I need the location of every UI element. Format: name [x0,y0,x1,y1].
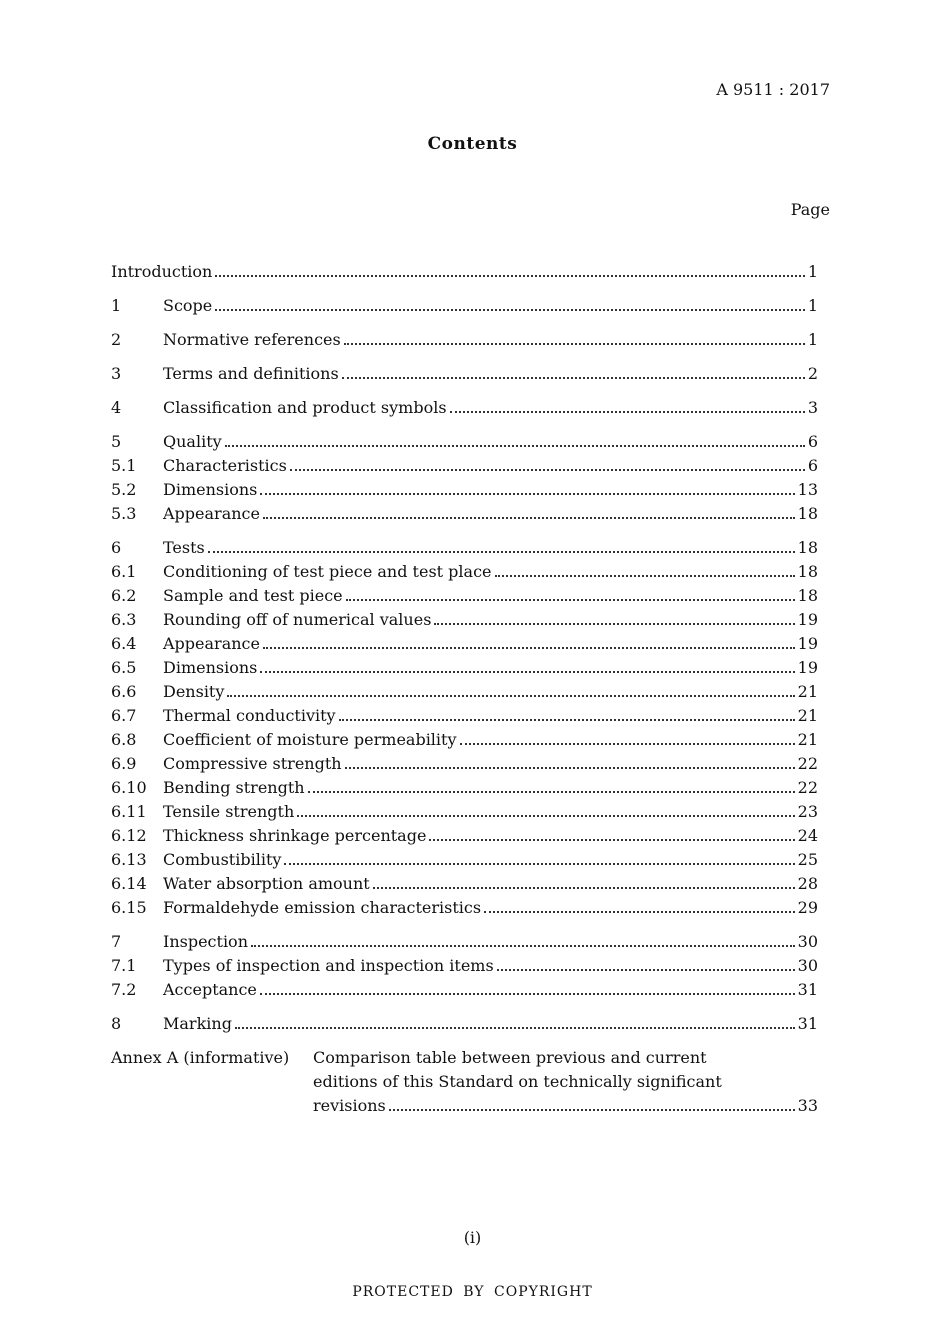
toc-entry-label: Dimensions [163,658,258,677]
toc-entry-label: Acceptance [163,980,257,999]
toc-entry-number: 6.13 [111,850,147,869]
toc-entry-number: 6.4 [111,634,137,653]
toc-entry-page: 22 [797,778,818,797]
toc-entry-label: Rounding off of numerical values [163,610,432,629]
toc-entry-label: Compressive strength [163,754,342,773]
annex-last-line [313,1094,818,1118]
dot-leader [484,911,795,913]
toc-entry-number: 5.2 [111,480,137,499]
toc-entry-page: 22 [797,754,818,773]
dot-leader [215,275,804,277]
toc-entry-label: Classification and product symbols [163,398,447,417]
toc-entry-page: 23 [797,802,818,821]
dot-leader [495,575,795,577]
dot-leader [225,445,805,447]
toc-entry-label: Appearance [163,634,260,653]
toc-entry-page: 6 [807,432,818,451]
annex-title-line: editions of this Standard on technically significant [313,1072,722,1091]
toc-entry-number: 6.5 [111,658,137,677]
toc-entry[interactable] [111,896,818,920]
toc-entry-label: Appearance [163,504,260,523]
toc-entry-label: Water absorption amount [163,874,370,893]
toc-entry-page: 3 [807,398,818,417]
toc-entry[interactable] [111,396,818,420]
toc-entry[interactable] [111,430,818,454]
toc-entry-page: 6 [807,456,818,475]
toc-entry-number: 7 [111,932,122,951]
toc-entry[interactable] [111,1012,818,1036]
toc-entry-page: 13 [797,480,818,499]
toc-entry-label: Bending strength [163,778,305,797]
toc-entry-page: 18 [797,586,818,605]
toc-entry-number: 8 [111,1014,122,1033]
toc-entry-label: Coefficient of moisture permeability [163,730,457,749]
toc-entry-page: 25 [797,850,818,869]
dot-leader [208,551,795,553]
dot-leader [346,599,795,601]
toc-entry-number: 6.6 [111,682,137,701]
toc-entry-page: 28 [797,874,818,893]
toc-entry[interactable] [111,776,818,800]
toc-entry-number: 6.10 [111,778,147,797]
toc-entry-page: 21 [797,682,818,701]
page-folio: (i) [463,1228,482,1247]
toc-entry-number: 6.15 [111,898,147,917]
dot-leader [284,863,794,865]
toc-entry-page: 19 [797,610,818,629]
dot-leader [434,623,794,625]
toc-entry-page: 30 [797,932,818,951]
toc-entry-page: 31 [797,1014,818,1033]
toc-entry-number: 6.14 [111,874,147,893]
toc-entry-number: 5.1 [111,456,137,475]
toc-entry[interactable] [111,728,818,752]
toc-entry-number: 1 [111,296,122,315]
toc-entry-page: 19 [797,634,818,653]
toc-entry[interactable] [111,478,818,502]
annex-title-line: revisions [313,1096,386,1115]
dot-leader [227,695,794,697]
toc-entry[interactable] [111,930,818,954]
toc-entry-label: Marking [163,1014,232,1033]
toc-entry[interactable] [111,800,818,824]
toc-entry-number: 7.1 [111,956,137,975]
toc-entry-page: 1 [807,296,818,315]
toc-entry-number: 6.2 [111,586,137,605]
toc-entry-number: 3 [111,364,122,383]
toc-entry-number: 6.12 [111,826,147,845]
standard-id: A 9511 : 2017 [716,80,830,99]
dot-leader [215,309,805,311]
toc-entry-page: 21 [797,706,818,725]
toc-entry-label: Formaldehyde emission characteristics [163,898,482,917]
toc-entry-number: 2 [111,330,122,349]
dot-leader [260,671,794,673]
toc-entry[interactable] [111,752,818,776]
toc-entry-page: 30 [797,956,818,975]
dot-leader [389,1109,795,1111]
annex-title-block [313,1046,818,1118]
toc-entry-label: Combustibility [163,850,282,869]
dot-leader [308,791,795,793]
toc-entry[interactable] [111,502,818,526]
dot-leader [497,969,795,971]
toc-entry[interactable] [111,632,818,656]
annex-title-line: Comparison table between previous and current [313,1048,707,1067]
toc-entry[interactable] [111,560,818,584]
toc-entry[interactable] [111,536,818,560]
copyright-notice: PROTECTED BY COPYRIGHT [352,1284,593,1300]
toc-entry-label: Inspection [163,932,248,951]
toc-entry-label: Dimensions [163,480,258,499]
toc-entry-label: Introduction [111,262,213,281]
toc-entry[interactable] [111,584,818,608]
dot-leader [297,815,794,817]
toc-entry-label: Tests [163,538,205,557]
dot-leader [251,945,795,947]
toc-entry-number: 6.1 [111,562,137,581]
toc-annex-entry[interactable] [111,1046,818,1118]
dot-leader [260,993,795,995]
toc-entry-page: 18 [797,538,818,557]
toc-entry-label: Tensile strength [163,802,295,821]
toc-entry-number: 6.7 [111,706,137,725]
toc-entry[interactable] [111,872,818,896]
annex-number: Annex A (informative) [111,1048,290,1067]
dot-leader [235,1027,795,1029]
toc-entry-page: 18 [797,504,818,523]
dot-leader [260,493,794,495]
annex-page: 33 [797,1096,818,1115]
toc-entry[interactable] [111,260,818,284]
toc-entry-label: Thermal conductivity [163,706,336,725]
dot-leader [450,411,805,413]
dot-leader [342,377,805,379]
toc-entry-label: Density [163,682,225,701]
toc-entry-number: 7.2 [111,980,137,999]
toc-entry[interactable] [111,848,818,872]
toc-entry-number: 6.9 [111,754,137,773]
dot-leader [460,743,795,745]
toc-entry-label: Types of inspection and inspection items [163,956,494,975]
toc-entry-label: Sample and test piece [163,586,343,605]
toc-entry-page: 18 [797,562,818,581]
toc-entry-page: 24 [797,826,818,845]
toc-entry[interactable] [111,656,818,680]
toc-entry-label: Characteristics [163,456,287,475]
toc-entry[interactable] [111,824,818,848]
toc-entry[interactable] [111,328,818,352]
dot-leader [344,343,805,345]
dot-leader [429,839,794,841]
toc-entry-number: 5.3 [111,504,137,523]
toc-entry[interactable] [111,362,818,386]
toc-entry-label: Terms and definitions [163,364,339,383]
toc-entry[interactable] [111,608,818,632]
toc-entry-number: 6.11 [111,802,147,821]
toc-entry-label: Thickness shrinkage percentage [163,826,427,845]
toc-entry-label: Conditioning of test piece and test place [163,562,492,581]
dot-leader [345,767,795,769]
toc-entry-number: 4 [111,398,122,417]
toc-entry[interactable] [111,978,818,1002]
dot-leader [263,517,795,519]
toc-entry-page: 21 [797,730,818,749]
toc-entry[interactable] [111,704,818,728]
dot-leader [373,887,795,889]
toc-entry-page: 29 [797,898,818,917]
toc-entry-number: 5 [111,432,122,451]
toc-entry[interactable] [111,954,818,978]
toc-entry-label: Normative references [163,330,341,349]
toc-entry[interactable] [111,680,818,704]
toc-entry-page: 1 [807,262,818,281]
toc-entry[interactable] [111,294,818,318]
toc-entry-page: 31 [797,980,818,999]
dot-leader [290,469,805,471]
table-of-contents [111,260,818,1118]
toc-entry-page: 2 [807,364,818,383]
toc-entry-label: Scope [163,296,213,315]
toc-entry-page: 19 [797,658,818,677]
contents-title: Contents [427,134,518,154]
toc-entry-page: 1 [807,330,818,349]
toc-entry-number: 6.8 [111,730,137,749]
page-column-heading: Page [790,200,830,219]
toc-entry-label: Quality [163,432,222,451]
dot-leader [263,647,795,649]
dot-leader [339,719,795,721]
toc-entry[interactable] [111,454,818,478]
toc-entry-number: 6 [111,538,122,557]
toc-entry-number: 6.3 [111,610,137,629]
